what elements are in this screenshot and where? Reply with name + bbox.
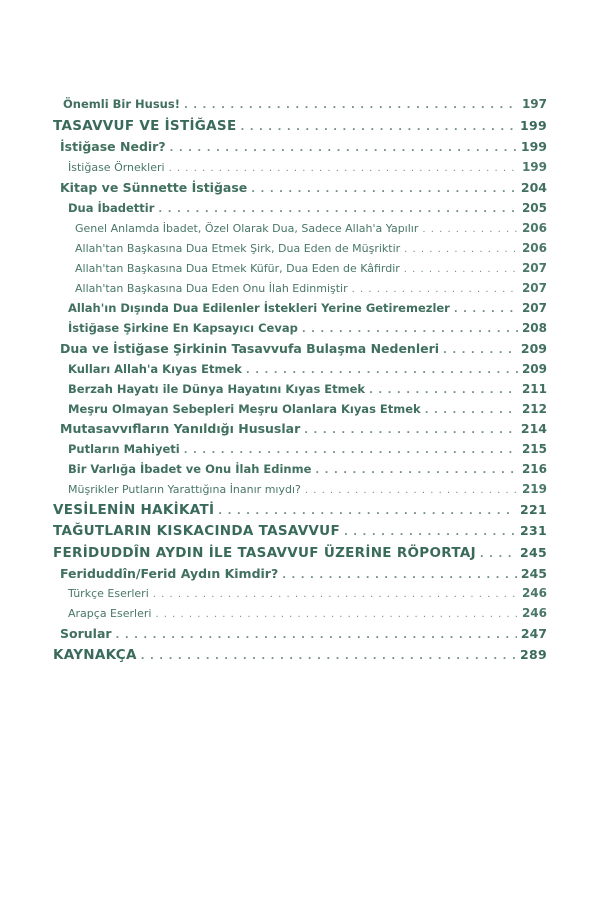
toc-entry-page: 209 bbox=[520, 341, 547, 356]
toc-entry-page: 199 bbox=[521, 160, 547, 174]
leader-dots bbox=[184, 100, 518, 111]
toc-entry-page: 206 bbox=[521, 241, 547, 255]
toc-entry bbox=[68, 362, 547, 376]
leader-dots bbox=[246, 365, 518, 376]
toc-entry bbox=[75, 281, 547, 295]
toc-entry-title: Kulları Allah'a Kıyas Etmek bbox=[68, 362, 242, 376]
leader-dots bbox=[443, 345, 517, 356]
toc-entry-page: 199 bbox=[520, 118, 547, 133]
leader-dots bbox=[304, 425, 517, 436]
toc-entry-page: 231 bbox=[520, 523, 547, 538]
leader-dots bbox=[158, 204, 518, 215]
toc-entry-title: Dua İbadettir bbox=[68, 201, 155, 215]
leader-dots bbox=[155, 609, 518, 620]
toc-entry-page: 246 bbox=[521, 586, 547, 600]
toc-entry-page: 216 bbox=[521, 462, 547, 476]
toc-entry bbox=[53, 502, 547, 518]
toc-entry-title: Allah'tan Başkasına Dua Etmek Şirk, Dua Eden de Müşriktir bbox=[75, 242, 401, 255]
toc-entry-title: Meşru Olmayan Sebepleri Meşru Olanlara Kıyas Etmek bbox=[68, 402, 421, 416]
toc-entry bbox=[68, 382, 547, 396]
toc-entry-page: 247 bbox=[520, 626, 547, 641]
toc-entry-title: TAĞUTLARIN KISKACINDA TASAVVUF bbox=[53, 523, 340, 539]
leader-dots bbox=[170, 143, 517, 154]
toc-entry-page: 207 bbox=[521, 301, 547, 315]
leader-dots bbox=[315, 465, 518, 476]
toc-entry bbox=[68, 402, 547, 416]
toc-entry-title: Arapça Eserleri bbox=[68, 607, 152, 620]
toc-entry-title: Mutasavvıfların Yanıldığı Hususlar bbox=[60, 421, 301, 436]
toc-entry-title: Türkçe Eserleri bbox=[68, 587, 149, 600]
toc-entry bbox=[60, 341, 547, 356]
toc-entry bbox=[68, 160, 547, 174]
toc-entry-page: 289 bbox=[520, 647, 547, 662]
leader-dots bbox=[251, 184, 517, 195]
toc-entry-title: Berzah Hayatı ile Dünya Hayatını Kıyas Etmek bbox=[68, 382, 366, 396]
toc-entry bbox=[60, 139, 547, 154]
toc-entry-page: 207 bbox=[521, 261, 547, 275]
toc-entry bbox=[60, 421, 547, 436]
leader-dots bbox=[454, 304, 518, 315]
toc-entry-page: 246 bbox=[521, 606, 547, 620]
toc-entry-title: VESİLENİN HAKİKATİ bbox=[53, 502, 215, 518]
leader-dots bbox=[169, 163, 518, 174]
leader-dots bbox=[116, 630, 517, 641]
toc-entry-page: 215 bbox=[521, 442, 547, 456]
toc-entry bbox=[60, 566, 547, 581]
toc-entry-title: Feriduddîn/Ferid Aydın Kimdir? bbox=[60, 566, 279, 581]
toc-entry bbox=[53, 647, 547, 663]
toc-entry-page: 219 bbox=[521, 482, 547, 496]
toc-entry-page: 204 bbox=[520, 180, 547, 195]
leader-dots bbox=[153, 589, 518, 600]
toc-entry bbox=[68, 201, 547, 215]
toc-entry-page: 208 bbox=[521, 321, 547, 335]
toc-entry bbox=[68, 321, 547, 335]
leader-dots bbox=[422, 224, 518, 235]
toc-entry-title: Allah'tan Başkasına Dua Eden Onu İlah Edinmiştir bbox=[75, 282, 348, 295]
toc-entry-title: KAYNAKÇA bbox=[53, 647, 137, 663]
leader-dots bbox=[305, 485, 518, 496]
toc-entry-page: 206 bbox=[521, 221, 547, 235]
leader-dots bbox=[352, 284, 518, 295]
toc-entry-title: Müşrikler Putların Yarattığına İnanır mıydı? bbox=[68, 483, 301, 496]
toc-entry-title: İstiğase Şirkine En Kapsayıcı Cevap bbox=[68, 321, 298, 335]
toc-entry bbox=[60, 180, 547, 195]
toc-entry bbox=[60, 626, 547, 641]
toc-entry-title: Dua ve İstiğase Şirkinin Tasavvufa Bulaşma Nedenleri bbox=[60, 341, 440, 356]
toc-entry-page: 245 bbox=[520, 545, 547, 560]
leader-dots bbox=[240, 122, 516, 133]
leader-dots bbox=[480, 549, 516, 560]
leader-dots bbox=[141, 651, 516, 662]
toc-entry-title: Genel Anlamda İbadet, Özel Olarak Dua, Sadece Allah'a Yapılır bbox=[75, 222, 419, 235]
leader-dots bbox=[302, 324, 518, 335]
toc-entry-title: İstiğase Nedir? bbox=[60, 139, 166, 154]
toc-entry bbox=[53, 118, 547, 134]
toc-entry bbox=[68, 606, 547, 620]
leader-dots bbox=[404, 264, 518, 275]
toc-entry-title: Allah'ın Dışında Dua Edilenler İstekleri Yerine Getiremezler bbox=[68, 301, 450, 315]
toc-entry bbox=[75, 261, 547, 275]
toc-entry bbox=[63, 97, 547, 111]
leader-dots bbox=[282, 570, 517, 581]
toc-entry-title: Putların Mahiyeti bbox=[68, 442, 180, 456]
toc-entry bbox=[75, 241, 547, 255]
leader-dots bbox=[404, 244, 518, 255]
toc-entry-page: 197 bbox=[521, 97, 547, 111]
leader-dots bbox=[184, 445, 518, 456]
toc-entry bbox=[68, 482, 547, 496]
toc-entry-page: 245 bbox=[520, 566, 547, 581]
toc-entry-page: 211 bbox=[521, 382, 547, 396]
toc-entry-title: Önemli Bir Husus! bbox=[63, 97, 180, 111]
toc-entry bbox=[68, 586, 547, 600]
toc-entry-title: Bir Varlığa İbadet ve Onu İlah Edinme bbox=[68, 462, 312, 476]
toc-entry-page: 221 bbox=[520, 502, 547, 517]
toc-entry-title: Sorular bbox=[60, 626, 112, 641]
toc-entry-page: 207 bbox=[521, 281, 547, 295]
leader-dots bbox=[344, 527, 516, 538]
toc-entry-title: FERİDUDDÎN AYDIN İLE TASAVVUF ÜZERİNE RÖPORTAJ bbox=[53, 545, 476, 561]
leader-dots bbox=[425, 405, 518, 416]
toc-entry-title: Kitap ve Sünnette İstiğase bbox=[60, 180, 248, 195]
toc-entry-page: 209 bbox=[521, 362, 547, 376]
toc-entry-page: 212 bbox=[521, 402, 547, 416]
toc-entry bbox=[53, 523, 547, 539]
toc-entry bbox=[68, 301, 547, 315]
toc-entry bbox=[68, 442, 547, 456]
toc-entry-page: 199 bbox=[520, 139, 547, 154]
toc-entry-title: TASAVVUF VE İSTİĞASE bbox=[53, 118, 237, 134]
toc-entry-page: 214 bbox=[520, 421, 547, 436]
toc-entry bbox=[53, 545, 547, 561]
leader-dots bbox=[369, 385, 518, 396]
toc-entry-page: 205 bbox=[521, 201, 547, 215]
toc-entry bbox=[75, 221, 547, 235]
leader-dots bbox=[218, 506, 516, 517]
toc-entry bbox=[68, 462, 547, 476]
toc-entry-title: Allah'tan Başkasına Dua Etmek Küfür, Dua Eden de Kâfirdir bbox=[75, 262, 400, 275]
toc-entry-title: İstiğase Örnekleri bbox=[68, 161, 165, 174]
